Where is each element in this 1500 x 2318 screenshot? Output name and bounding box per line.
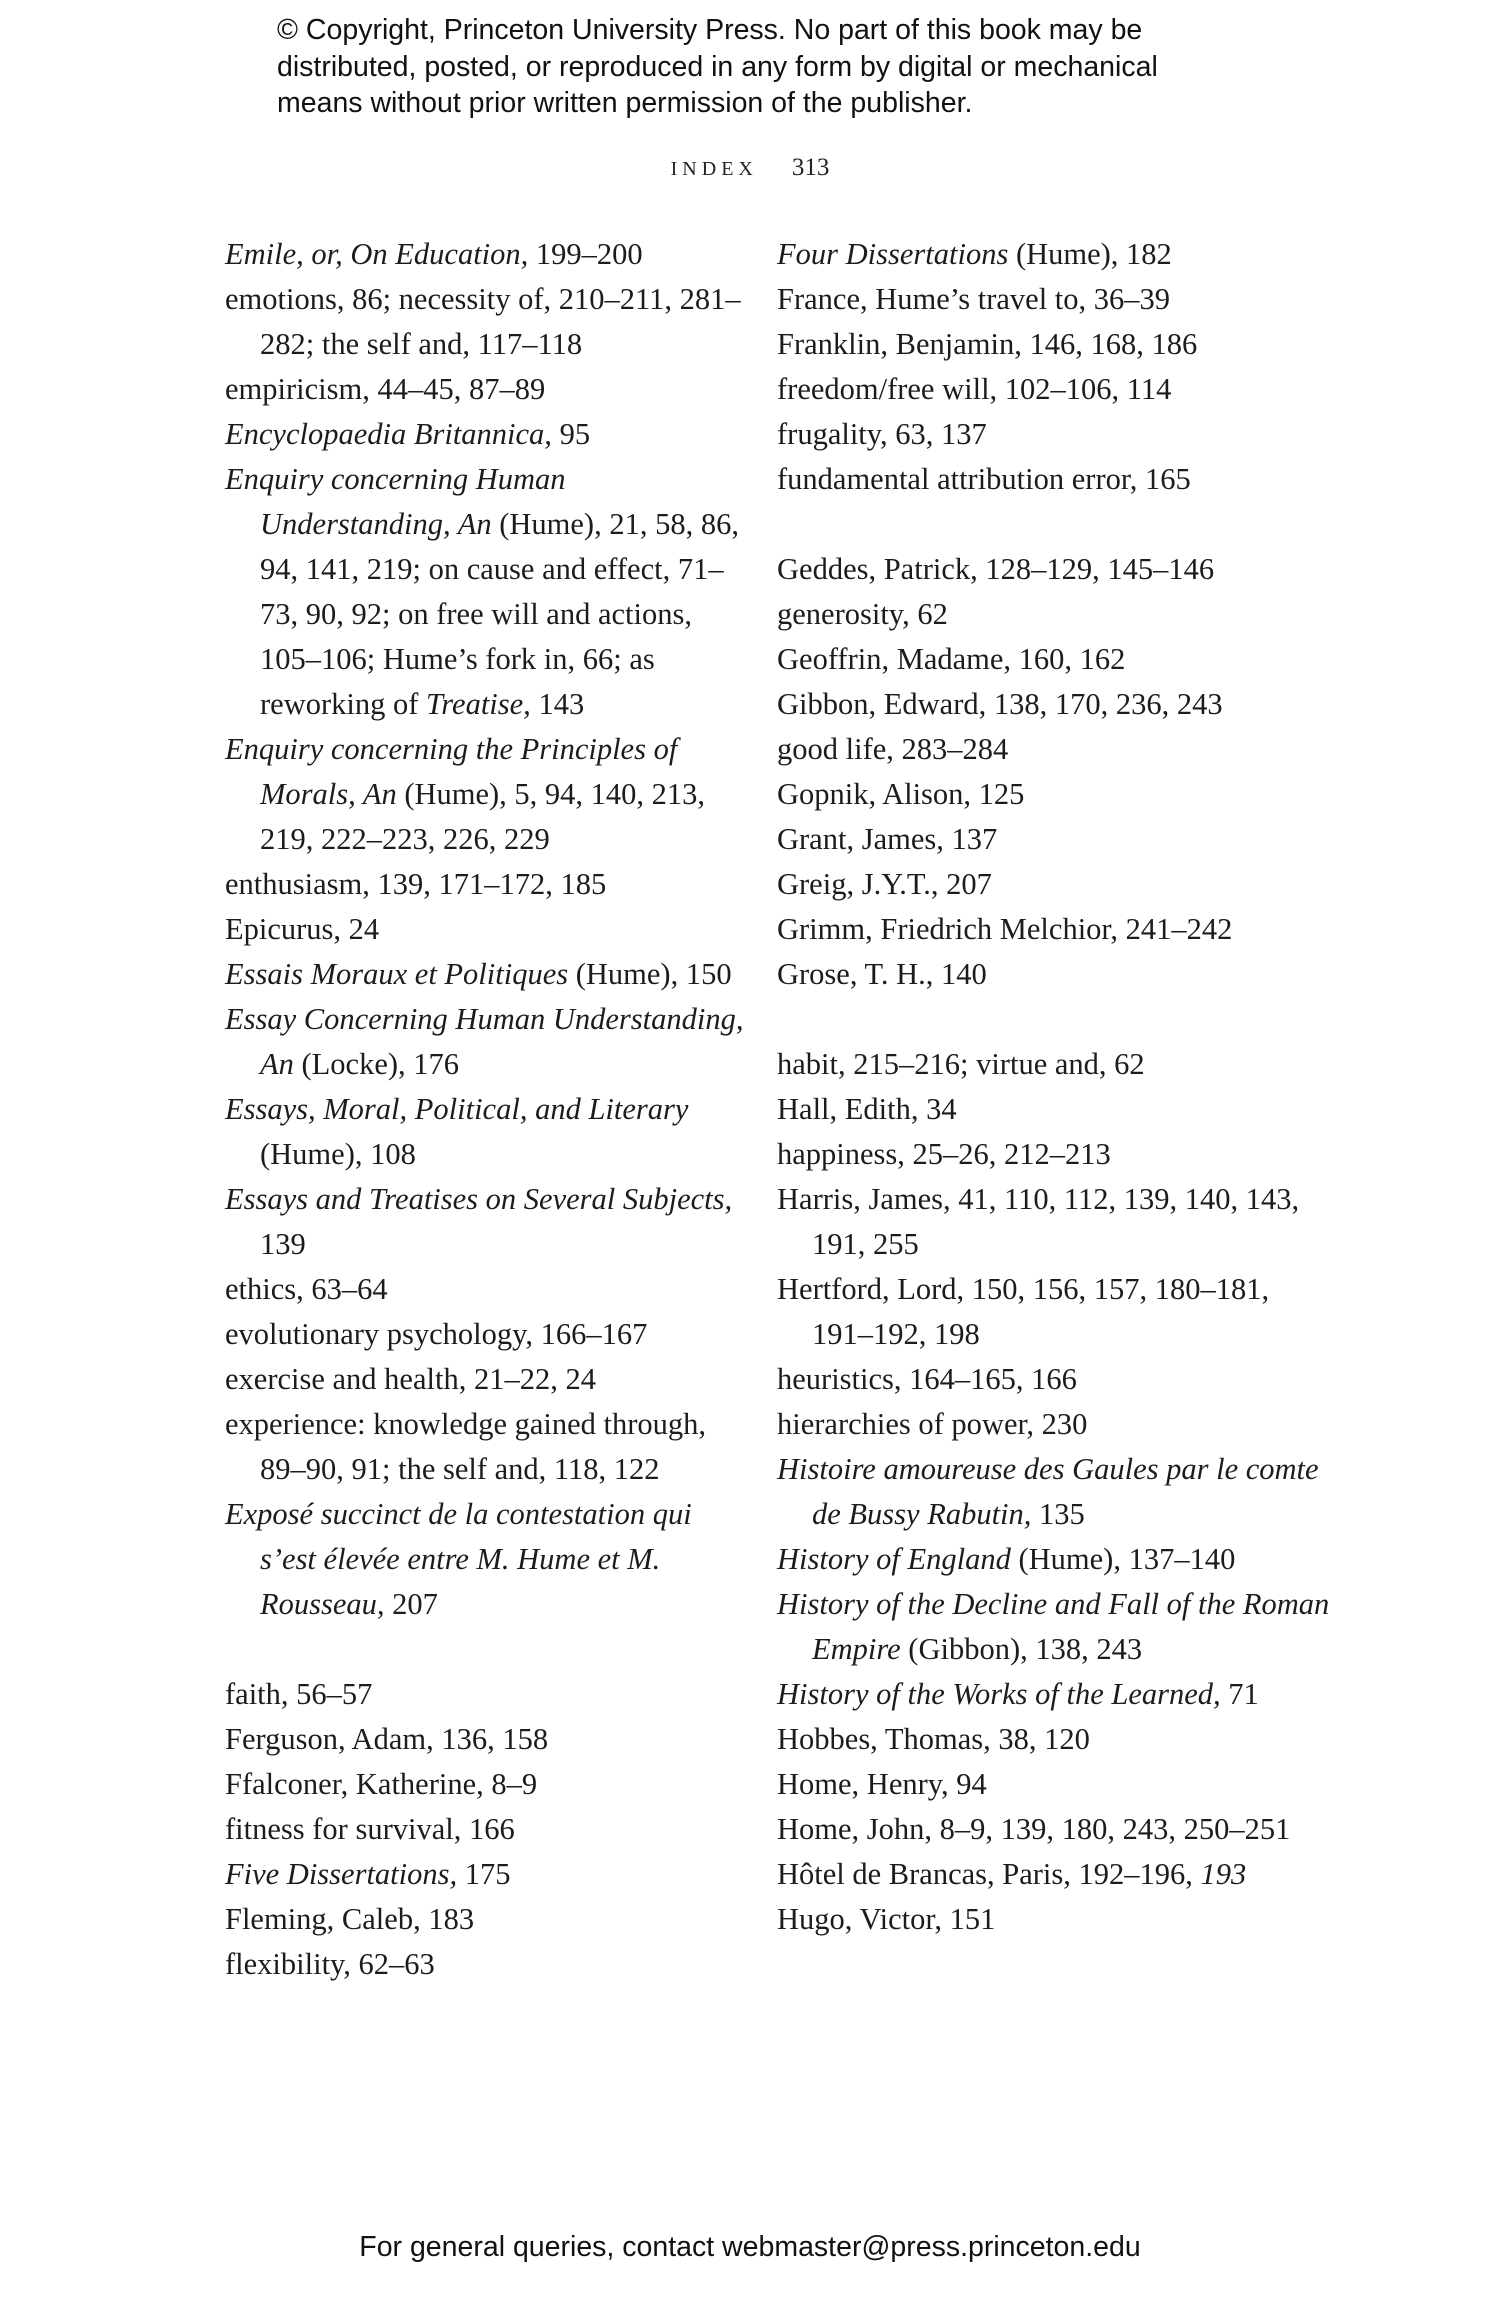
entry-text: France, Hume’s travel to, 36–39 [777, 282, 1171, 316]
entry-text: good life, 283–284 [777, 732, 1009, 766]
index-entry [225, 1717, 745, 1762]
entry-text: (Hume), 21, 58, 86, 94, 141, 219; on cause and effect, 71–73, 90, 92; on free will and actions, 105–106; Hume’s fork in, 66; as reworking of [260, 507, 739, 721]
index-entry [225, 727, 745, 862]
index-entry [777, 817, 1337, 862]
entry-text: Hertford, Lord, 150, 156, 157, 180–181, 191–192, 198 [777, 1272, 1270, 1351]
index-entry [777, 1582, 1337, 1672]
entry-text: enthusiasm, 139, 171–172, 185 [225, 867, 607, 901]
entry-text: Gopnik, Alison, 125 [777, 777, 1025, 811]
entry-text: evolutionary psychology, 166–167 [225, 1317, 648, 1351]
entry-text: Greig, J.Y.T., 207 [777, 867, 992, 901]
entry-title: Treatise, [426, 687, 531, 721]
entry-text: 199–200 [528, 237, 643, 271]
entry-text: Fleming, Caleb, 183 [225, 1902, 475, 1936]
index-entry [225, 457, 745, 727]
index-entry [777, 1087, 1337, 1132]
index-entry [225, 1492, 745, 1627]
index-entry [777, 727, 1337, 772]
entry-text: (Hume), 182 [1008, 237, 1172, 271]
index-entry [225, 1852, 745, 1897]
entry-text: happiness, 25–26, 212–213 [777, 1137, 1111, 1171]
entry-text: 207 [384, 1587, 438, 1621]
index-entry [777, 1672, 1337, 1717]
entry-text: Hôtel de Brancas, Paris, 192–196, [777, 1857, 1201, 1891]
entry-text: Geddes, Patrick, 128–129, 145–146 [777, 552, 1215, 586]
entry-title: Five Dissertations, [225, 1857, 458, 1891]
entry-text: freedom/free will, 102–106, 114 [777, 372, 1172, 406]
index-entry [777, 1267, 1337, 1357]
entry-text: (Gibbon), 138, 243 [900, 1632, 1143, 1666]
entry-text: fundamental attribution error, 165 [777, 462, 1191, 496]
copyright-line: means without prior written permission of the publisher. [277, 87, 973, 119]
index-entry [225, 1177, 745, 1267]
entry-title: Exposé succinct de la contestation qui s’est élevée entre M. Hume et M. Rousseau, [225, 1497, 692, 1621]
index-entry [777, 907, 1337, 952]
index-entry [225, 997, 745, 1087]
index-entry [225, 1402, 745, 1492]
entry-text: 135 [1031, 1497, 1085, 1531]
entry-title: Encyclopaedia Britannica, [225, 417, 552, 451]
entry-text: Geoffrin, Madame, 160, 162 [777, 642, 1126, 676]
entry-text: ethics, 63–64 [225, 1272, 388, 1306]
entry-title: Essay Concerning Human Understanding, An [225, 1002, 744, 1081]
index-entry [225, 412, 745, 457]
entry-text: Ferguson, Adam, 136, 158 [225, 1722, 549, 1756]
index-entry [777, 772, 1337, 817]
entry-title: 193 [1200, 1857, 1247, 1891]
index-entry [777, 637, 1337, 682]
index-entry [225, 907, 745, 952]
entry-text: exercise and health, 21–22, 24 [225, 1362, 596, 1396]
entry-text: Hugo, Victor, 151 [777, 1902, 996, 1936]
entry-text: Franklin, Benjamin, 146, 168, 186 [777, 327, 1198, 361]
entry-text: heuristics, 164–165, 166 [777, 1362, 1077, 1396]
entry-text: frugality, 63, 137 [777, 417, 987, 451]
index-entry [777, 547, 1337, 592]
index-entry [225, 1672, 745, 1717]
entry-text: Hall, Edith, 34 [777, 1092, 957, 1126]
index-entry [777, 952, 1337, 997]
copyright-line: © Copyright, Princeton University Press. No part of this book may be [277, 14, 1143, 46]
entry-title: History of England [777, 1542, 1011, 1576]
entry-text: empiricism, 44–45, 87–89 [225, 372, 546, 406]
page-number: 313 [791, 154, 830, 181]
entry-title: Enquiry concerning the Principles of Morals, An [225, 732, 678, 811]
entry-text: Hobbes, Thomas, 38, 120 [777, 1722, 1090, 1756]
index-entry [777, 1807, 1337, 1852]
index-entry [777, 1402, 1337, 1447]
index-entry [777, 862, 1337, 907]
entry-text: (Locke), 176 [293, 1047, 460, 1081]
index-entry [777, 1537, 1337, 1582]
index-entry [225, 1267, 745, 1312]
index-entry [777, 1132, 1337, 1177]
index-entry [777, 1177, 1337, 1267]
index-entry [225, 1807, 745, 1852]
entry-text: Epicurus, 24 [225, 912, 380, 946]
entry-text: (Hume), 137–140 [1010, 1542, 1236, 1576]
entry-text: Grant, James, 137 [777, 822, 998, 856]
running-head-label: INDEX [670, 158, 758, 180]
entry-text: Home, John, 8–9, 139, 180, 243, 250–251 [777, 1812, 1291, 1846]
index-entry [777, 1897, 1337, 1942]
index-entry [225, 1897, 745, 1942]
entry-title: Essais Moraux et Politiques [225, 957, 569, 991]
index-entry [777, 1762, 1337, 1807]
index-entry [777, 1852, 1337, 1897]
index-entry [777, 1042, 1337, 1087]
copyright-line: distributed, posted, or reproduced in any form by digital or mechanical [277, 50, 1158, 83]
entry-text: 139 [260, 1227, 306, 1261]
index-column-right [777, 232, 1337, 1942]
entry-text: faith, 56–57 [225, 1677, 373, 1711]
entry-text: (Hume), 108 [260, 1137, 416, 1171]
entry-text: habit, 215–216; virtue and, 62 [777, 1047, 1145, 1081]
entry-title: History of the Works of the Learned, [777, 1677, 1221, 1711]
index-entry [225, 1942, 745, 1987]
entry-title: Enquiry concerning Human Understanding, An [225, 462, 566, 541]
index-entry [777, 1447, 1337, 1537]
entry-text: 143 [530, 687, 585, 721]
index-entry [777, 412, 1337, 457]
index-entry [777, 367, 1337, 412]
running-head [0, 154, 1500, 182]
entry-text: 71 [1220, 1677, 1259, 1711]
entry-title: Essays and Treatises on Several Subjects, [225, 1182, 733, 1216]
entry-title: Emile, or, On Education, [225, 237, 529, 271]
entry-title: Four Dissertations [777, 237, 1009, 271]
footer-contact: For general queries, contact webmaster@press.princeton.edu [359, 2231, 1141, 2263]
entry-text: Home, Henry, 94 [777, 1767, 987, 1801]
entry-text: emotions, 86; necessity of, 210–211, 281–282; the self and, 117–118 [225, 282, 741, 361]
entry-text: Harris, James, 41, 110, 112, 139, 140, 143, 191, 255 [777, 1182, 1300, 1261]
entry-text: Grimm, Friedrich Melchior, 241–242 [777, 912, 1233, 946]
entry-text: fitness for survival, 166 [225, 1812, 515, 1846]
entry-title: History of the Decline and Fall of the Roman Empire [777, 1587, 1330, 1666]
index-entry [777, 457, 1337, 502]
index-entry [777, 1717, 1337, 1762]
index-entry [777, 232, 1337, 277]
entry-text: Ffalconer, Katherine, 8–9 [225, 1767, 538, 1801]
entry-text: 95 [551, 417, 591, 451]
index-column-left [225, 232, 745, 1987]
entry-text: hierarchies of power, 230 [777, 1407, 1088, 1441]
entry-text: Grose, T. H., 140 [777, 957, 987, 991]
index-entry [225, 1312, 745, 1357]
index-entry [225, 1087, 745, 1177]
index-entry [225, 1357, 745, 1402]
index-entry [777, 322, 1337, 367]
entry-text: generosity, 62 [777, 597, 948, 631]
index-entry [225, 232, 745, 277]
entry-title: Histoire amoureuse des Gaules par le comte de Bussy Rabutin, [777, 1452, 1319, 1531]
index-entry [777, 1357, 1337, 1402]
entry-title: Essays, Moral, Political, and Literary [225, 1092, 689, 1126]
entry-text: flexibility, 62–63 [225, 1947, 435, 1981]
index-entry [777, 277, 1337, 322]
copyright-notice [277, 12, 1277, 122]
index-entry [225, 862, 745, 907]
entry-text: 175 [457, 1857, 511, 1891]
index-entry [225, 277, 745, 367]
index-entry [225, 367, 745, 412]
entry-text: (Hume), 150 [568, 957, 732, 991]
index-entry [225, 1762, 745, 1807]
index-entry [777, 592, 1337, 637]
index-entry [225, 952, 745, 997]
entry-text: (Hume), 5, 94, 140, 213, 219, 222–223, 226, 229 [260, 777, 706, 856]
index-entry [777, 682, 1337, 727]
entry-text: experience: knowledge gained through, 89–90, 91; the self and, 118, 122 [225, 1407, 707, 1486]
entry-text: Gibbon, Edward, 138, 170, 236, 243 [777, 687, 1223, 721]
